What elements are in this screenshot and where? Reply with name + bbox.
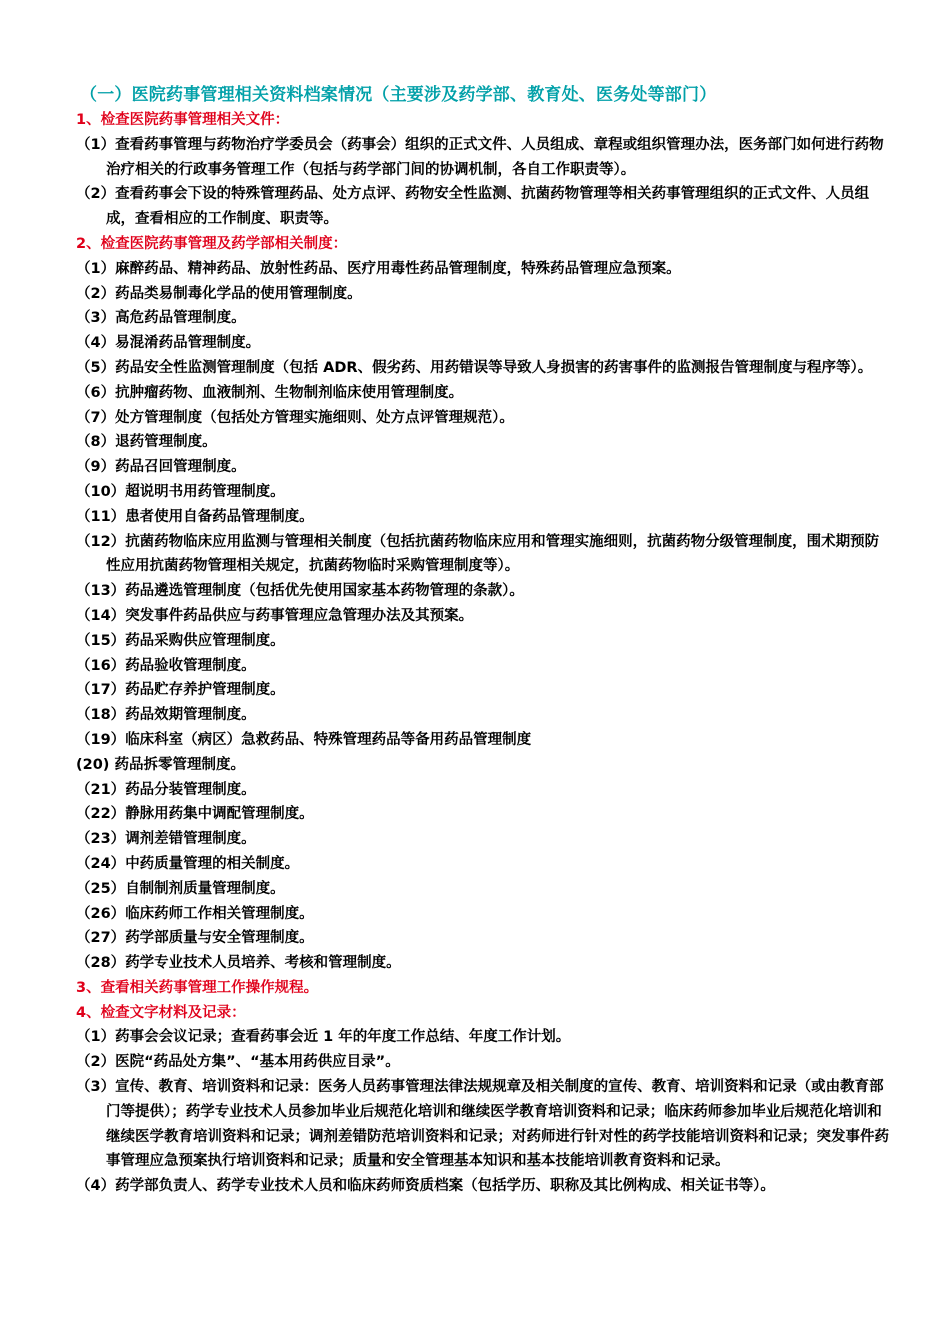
list-item bbox=[76, 1075, 891, 1174]
list-item-text: 静脉用药集中调配管理制度。 bbox=[125, 806, 314, 823]
list-item bbox=[76, 282, 891, 307]
list-item-number: （10） bbox=[76, 483, 126, 500]
list-item-number: （4） bbox=[76, 1178, 116, 1195]
list-item-text: 药品拆零管理制度。 bbox=[114, 756, 245, 773]
list-item-text: 查看药事会下设的特殊管理药品、处方点评、药物安全性监测、抗菌药物管理等相关药事管理组织的正式文件、人员组成，查看相应的工作制度、职责等。 bbox=[106, 186, 870, 228]
list-item bbox=[76, 877, 891, 902]
list-item-number: （4） bbox=[76, 335, 116, 352]
list-item-text: 自制制剂质量管理制度。 bbox=[125, 880, 285, 897]
list-item-number: （28） bbox=[76, 955, 126, 972]
list-item-number: （1） bbox=[76, 260, 116, 277]
list-item-number: （23） bbox=[76, 831, 126, 848]
list-item-text: 药事会会议记录；查看药事会近 1 年的年度工作总结、年度工作计划。 bbox=[115, 1029, 571, 1046]
list-item-number: （21） bbox=[76, 781, 126, 798]
list-item bbox=[76, 430, 891, 455]
list-item-text: 退药管理制度。 bbox=[115, 434, 217, 451]
list-item bbox=[76, 852, 891, 877]
list-item-number: (20) bbox=[76, 756, 115, 773]
list-item-number: （1） bbox=[76, 136, 116, 153]
list-item-number: （2） bbox=[76, 1054, 116, 1071]
list-item-text: 医院“药品处方集”、“基本用药供应目录”。 bbox=[115, 1054, 400, 1071]
list-item bbox=[76, 827, 891, 852]
list-item bbox=[76, 951, 891, 976]
list-item-text: 超说明书用药管理制度。 bbox=[125, 483, 285, 500]
list-item-text: 突发事件药品供应与药事管理应急管理办法及其预案。 bbox=[125, 607, 474, 624]
list-item bbox=[76, 331, 891, 356]
list-item-text: 易混淆药品管理制度。 bbox=[115, 335, 261, 352]
list-item bbox=[76, 579, 891, 604]
list-item-text: 药品召回管理制度。 bbox=[115, 459, 246, 476]
list-item bbox=[76, 505, 891, 530]
list-item-text: 宣传、教育、培训资料和记录：医务人员药事管理法律法规规章及相关制度的宣传、教育、培训资料和记录（或由教育部门等提供）；药学专业技术人员参加毕业后规范化培训和继续医学教育培训资料和记录；临床药师参加毕业后规范化培训和继续医学教育培训资料和记录；调剂差错防范培训资料和记录；对药师进行针对性的药学技能培训资料和记录；突发事件药事管理应急预案执行培训资料和记录；质量和安全管理基本知识和基本技能培训教育资料和记录。 bbox=[106, 1079, 889, 1170]
list-item-text: 药学部质量与安全管理制度。 bbox=[125, 930, 314, 947]
list-item-number: （24） bbox=[76, 855, 126, 872]
list-item bbox=[76, 406, 891, 431]
list-item bbox=[76, 1174, 891, 1199]
list-item bbox=[76, 926, 891, 951]
list-item bbox=[76, 703, 891, 728]
list-item-number: （22） bbox=[76, 806, 126, 823]
list-item-text: 药品类易制毒化学品的使用管理制度。 bbox=[115, 285, 362, 302]
document-body bbox=[76, 108, 891, 1199]
list-item-text: 药品贮存养护管理制度。 bbox=[125, 682, 285, 699]
list-item-number: （18） bbox=[76, 707, 126, 724]
list-item-text: 药品安全性监测管理制度（包括 ADR、假劣药、用药错误等导致人身损害的药害事件的监测报告管理制度与程序等）。 bbox=[115, 359, 873, 376]
list-item bbox=[76, 455, 891, 480]
list-item-number: （14） bbox=[76, 607, 126, 624]
list-item bbox=[76, 778, 891, 803]
list-item-number: （16） bbox=[76, 657, 126, 674]
list-item-text: 抗肿瘤药物、血液制剂、生物制剂临床使用管理制度。 bbox=[115, 384, 464, 401]
list-item bbox=[76, 604, 891, 629]
list-item-text: 查看药事管理与药物治疗学委员会（药事会）组织的正式文件、人员组成、章程或组织管理办法，医务部门如何进行药物治疗相关的行政事务管理工作（包括与药学部门间的协调机制，各自工作职责等）。 bbox=[106, 136, 884, 178]
list-item-text: 临床科室（病区）急救药品、特殊管理药品等备用药品管理制度 bbox=[125, 731, 532, 748]
list-item bbox=[76, 356, 891, 381]
list-item-number: （11） bbox=[76, 508, 126, 525]
section-heading: 3、查看相关药事管理工作操作规程。 bbox=[76, 979, 319, 996]
document-title: （一）医院药事管理相关资料档案情况（主要涉及药学部、教育处、医务处等部门） bbox=[80, 85, 717, 105]
list-item-text: 药品验收管理制度。 bbox=[125, 657, 256, 674]
list-item-text: 调剂差错管理制度。 bbox=[125, 831, 256, 848]
list-item-text: 药品采购供应管理制度。 bbox=[125, 632, 285, 649]
list-item-text: 药学部负责人、药学专业技术人员和临床药师资质档案（包括学历、职称及其比例构成、相关证书等）。 bbox=[115, 1178, 775, 1195]
list-item-number: （1） bbox=[76, 1029, 116, 1046]
section-heading: 4、检查文字材料及记录： bbox=[76, 1004, 246, 1021]
list-item-number: （13） bbox=[76, 583, 126, 600]
list-item bbox=[76, 802, 891, 827]
list-item bbox=[76, 182, 891, 232]
list-item bbox=[76, 1025, 891, 1050]
section-heading: 1、检查医院药事管理相关文件： bbox=[76, 112, 290, 128]
list-item bbox=[76, 678, 891, 703]
list-item-number: （5） bbox=[76, 359, 116, 376]
list-item-number: （27） bbox=[76, 930, 126, 947]
list-item bbox=[76, 1050, 891, 1075]
list-item-text: 药品效期管理制度。 bbox=[125, 707, 256, 724]
list-item-text: 药品分装管理制度。 bbox=[125, 781, 256, 798]
list-item bbox=[76, 728, 891, 753]
list-item bbox=[76, 257, 891, 282]
list-item-text: 中药质量管理的相关制度。 bbox=[125, 855, 300, 872]
list-item-number: （9） bbox=[76, 459, 116, 476]
list-item-number: （6） bbox=[76, 384, 116, 401]
list-item-number: （8） bbox=[76, 434, 116, 451]
list-item bbox=[76, 629, 891, 654]
list-item-number: （3） bbox=[76, 1079, 116, 1096]
list-item bbox=[76, 480, 891, 505]
list-item-number: （7） bbox=[76, 409, 116, 426]
list-item-number: （15） bbox=[76, 632, 126, 649]
list-item bbox=[76, 530, 891, 580]
list-item bbox=[76, 654, 891, 679]
list-item-text: 高危药品管理制度。 bbox=[115, 310, 246, 327]
list-item-text: 临床药师工作相关管理制度。 bbox=[125, 905, 314, 922]
list-item-number: （25） bbox=[76, 880, 126, 897]
list-item-text: 抗菌药物临床应用监测与管理相关制度（包括抗菌药物临床应用和管理实施细则，抗菌药物分级管理制度，围术期预防性应用抗菌药物管理相关规定，抗菌药物临时采购管理制度等）。 bbox=[106, 533, 880, 575]
list-item-number: （26） bbox=[76, 905, 126, 922]
list-item bbox=[76, 753, 891, 778]
list-item bbox=[76, 133, 891, 183]
list-item-number: （17） bbox=[76, 682, 126, 699]
list-item-text: 药学专业技术人员培养、考核和管理制度。 bbox=[125, 955, 401, 972]
list-item-number: （19） bbox=[76, 731, 126, 748]
list-item-text: 药品遴选管理制度（包括优先使用国家基本药物管理的条款）。 bbox=[125, 583, 524, 600]
list-item-text: 处方管理制度（包括处方管理实施细则、处方点评管理规范）。 bbox=[115, 409, 514, 426]
list-item bbox=[76, 306, 891, 331]
list-item-number: （2） bbox=[76, 186, 116, 203]
list-item-text: 麻醉药品、精神药品、放射性药品、医疗用毒性药品管理制度，特殊药品管理应急预案。 bbox=[115, 260, 681, 277]
list-item-number: （12） bbox=[76, 533, 126, 550]
list-item bbox=[76, 902, 891, 927]
list-item-number: （3） bbox=[76, 310, 116, 327]
list-item bbox=[76, 381, 891, 406]
list-item-number: （2） bbox=[76, 285, 116, 302]
list-item-text: 患者使用自备药品管理制度。 bbox=[125, 508, 314, 525]
section-heading: 2、检查医院药事管理及药学部相关制度： bbox=[76, 235, 348, 252]
